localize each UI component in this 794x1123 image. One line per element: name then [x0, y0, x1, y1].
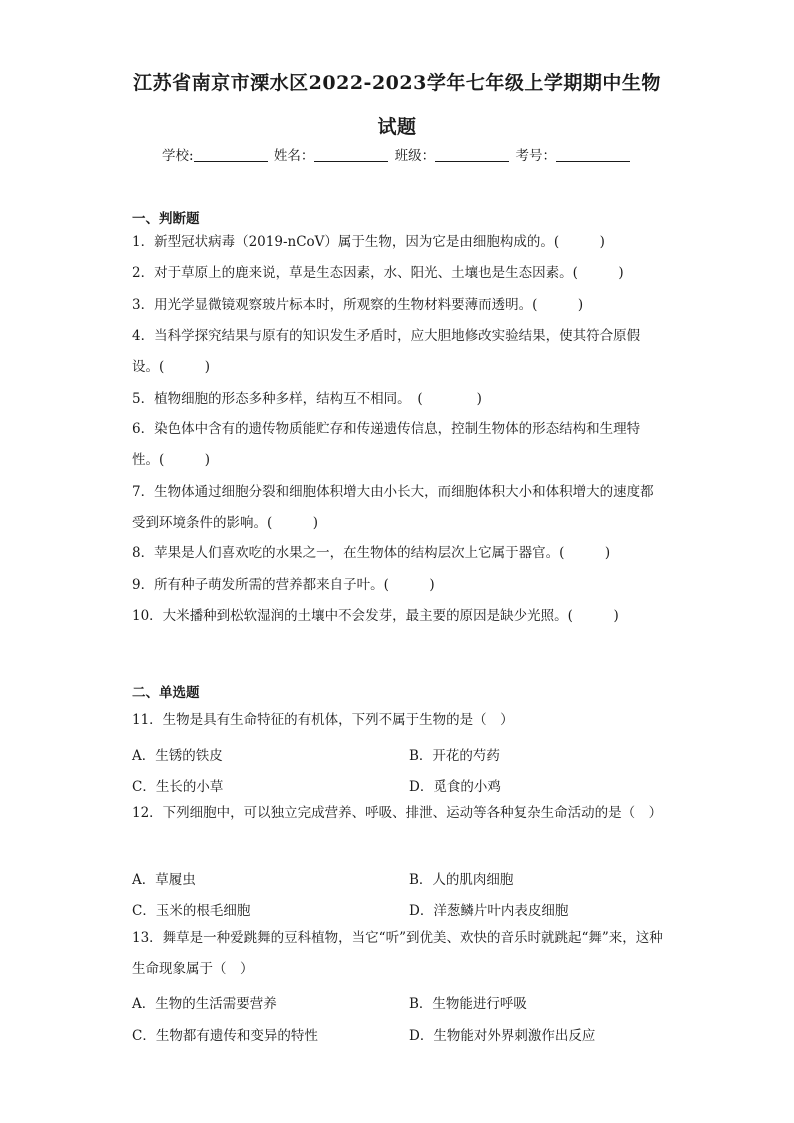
question-2: 2．对于草原上的鹿来说，草是生态因素，水、阳光、土壤也是生态因素。( ) [132, 265, 624, 281]
exam-title-line1: 江苏省南京市溧水区2022-2023学年七年级上学期期中生物 [133, 72, 661, 94]
question-13-option-d[interactable]: D．生物能对外界刺激作出反应 [409, 1028, 596, 1044]
question-5: 5．植物细胞的形态多种多样，结构互不相同。 ( ) [132, 391, 482, 407]
question-13-stem: 13．舞草是一种爱跳舞的豆科植物，当它“听”到优美、欢快的音乐时就跳起“舞”来，这种生命现象属于（ ） [132, 930, 663, 977]
question-13-option-b[interactable]: B．生物能进行呼吸 [409, 996, 527, 1012]
question-1: 1．新型冠状病毒（2019-nCoV）属于生物，因为它是由细胞构成的。( ) [132, 234, 605, 250]
exam-no-label: 考号： [515, 148, 556, 164]
class-label: 班级： [394, 148, 436, 164]
question-6: 6．染色体中含有的遗传物质能贮存和传递遗传信息，控制生物体的形态结构和生理特性。( ) [132, 421, 641, 468]
question-12-option-a[interactable]: A．草履虫 [132, 872, 196, 888]
question-11-stem: 11．生物是具有生命特征的有机体，下列不属于生物的是（ ） [132, 712, 514, 728]
name-blank[interactable] [314, 147, 388, 162]
question-9: 9．所有种子萌发所需的营养都来自子叶。( ) [132, 577, 435, 593]
question-11-option-b[interactable]: B．开花的芍药 [409, 748, 500, 764]
student-info-row [0, 144, 794, 164]
school-blank[interactable] [194, 147, 268, 162]
question-4: 4．当科学探究结果与原有的知识发生矛盾时，应大胆地修改实验结果，使其符合原假设。( ) [132, 328, 641, 375]
question-7: 7．生物体通过细胞分裂和细胞体积增大由小长大，而细胞体积大小和体积增大的速度都受到环境条件的影响。( ) [132, 484, 654, 531]
question-10: 10．大米播种到松软湿润的土壤中不会发芽，最主要的原因是缺少光照。( ) [132, 608, 619, 624]
school-label: 学校: [162, 148, 194, 164]
section-heading-judgment: 一、判断题 [132, 211, 200, 227]
question-11-option-a[interactable]: A．生锈的铁皮 [132, 748, 223, 764]
question-11-option-c[interactable]: C．生长的小草 [132, 779, 224, 795]
question-12-stem: 12．下列细胞中，可以独立完成营养、呼吸、排泄、运动等各种复杂生命活动的是（ ） [132, 805, 663, 821]
question-3: 3．用光学显微镜观察玻片标本时，所观察的生物材料要薄而透明。( ) [132, 297, 584, 313]
exam-title-line2: 试题 [377, 116, 417, 138]
question-11-option-d[interactable]: D．觅食的小鸡 [409, 779, 501, 795]
class-blank[interactable] [435, 147, 509, 162]
name-label: 姓名： [273, 148, 315, 164]
question-13-option-a[interactable]: A．生物的生活需要营养 [132, 996, 277, 1012]
question-12-option-c[interactable]: C．玉米的根毛细胞 [132, 903, 251, 919]
question-8: 8．苹果是人们喜欢吃的水果之一，在生物体的结构层次上它属于器官。( ) [132, 545, 611, 561]
section-heading-choice: 二、单选题 [132, 685, 200, 701]
exam-no-blank[interactable] [556, 147, 630, 162]
question-13-option-c[interactable]: C．生物都有遗传和变异的特性 [132, 1028, 318, 1044]
question-12-option-b[interactable]: B．人的肌肉细胞 [409, 872, 514, 888]
question-12-option-d[interactable]: D．洋葱鳞片叶内表皮细胞 [409, 903, 569, 919]
